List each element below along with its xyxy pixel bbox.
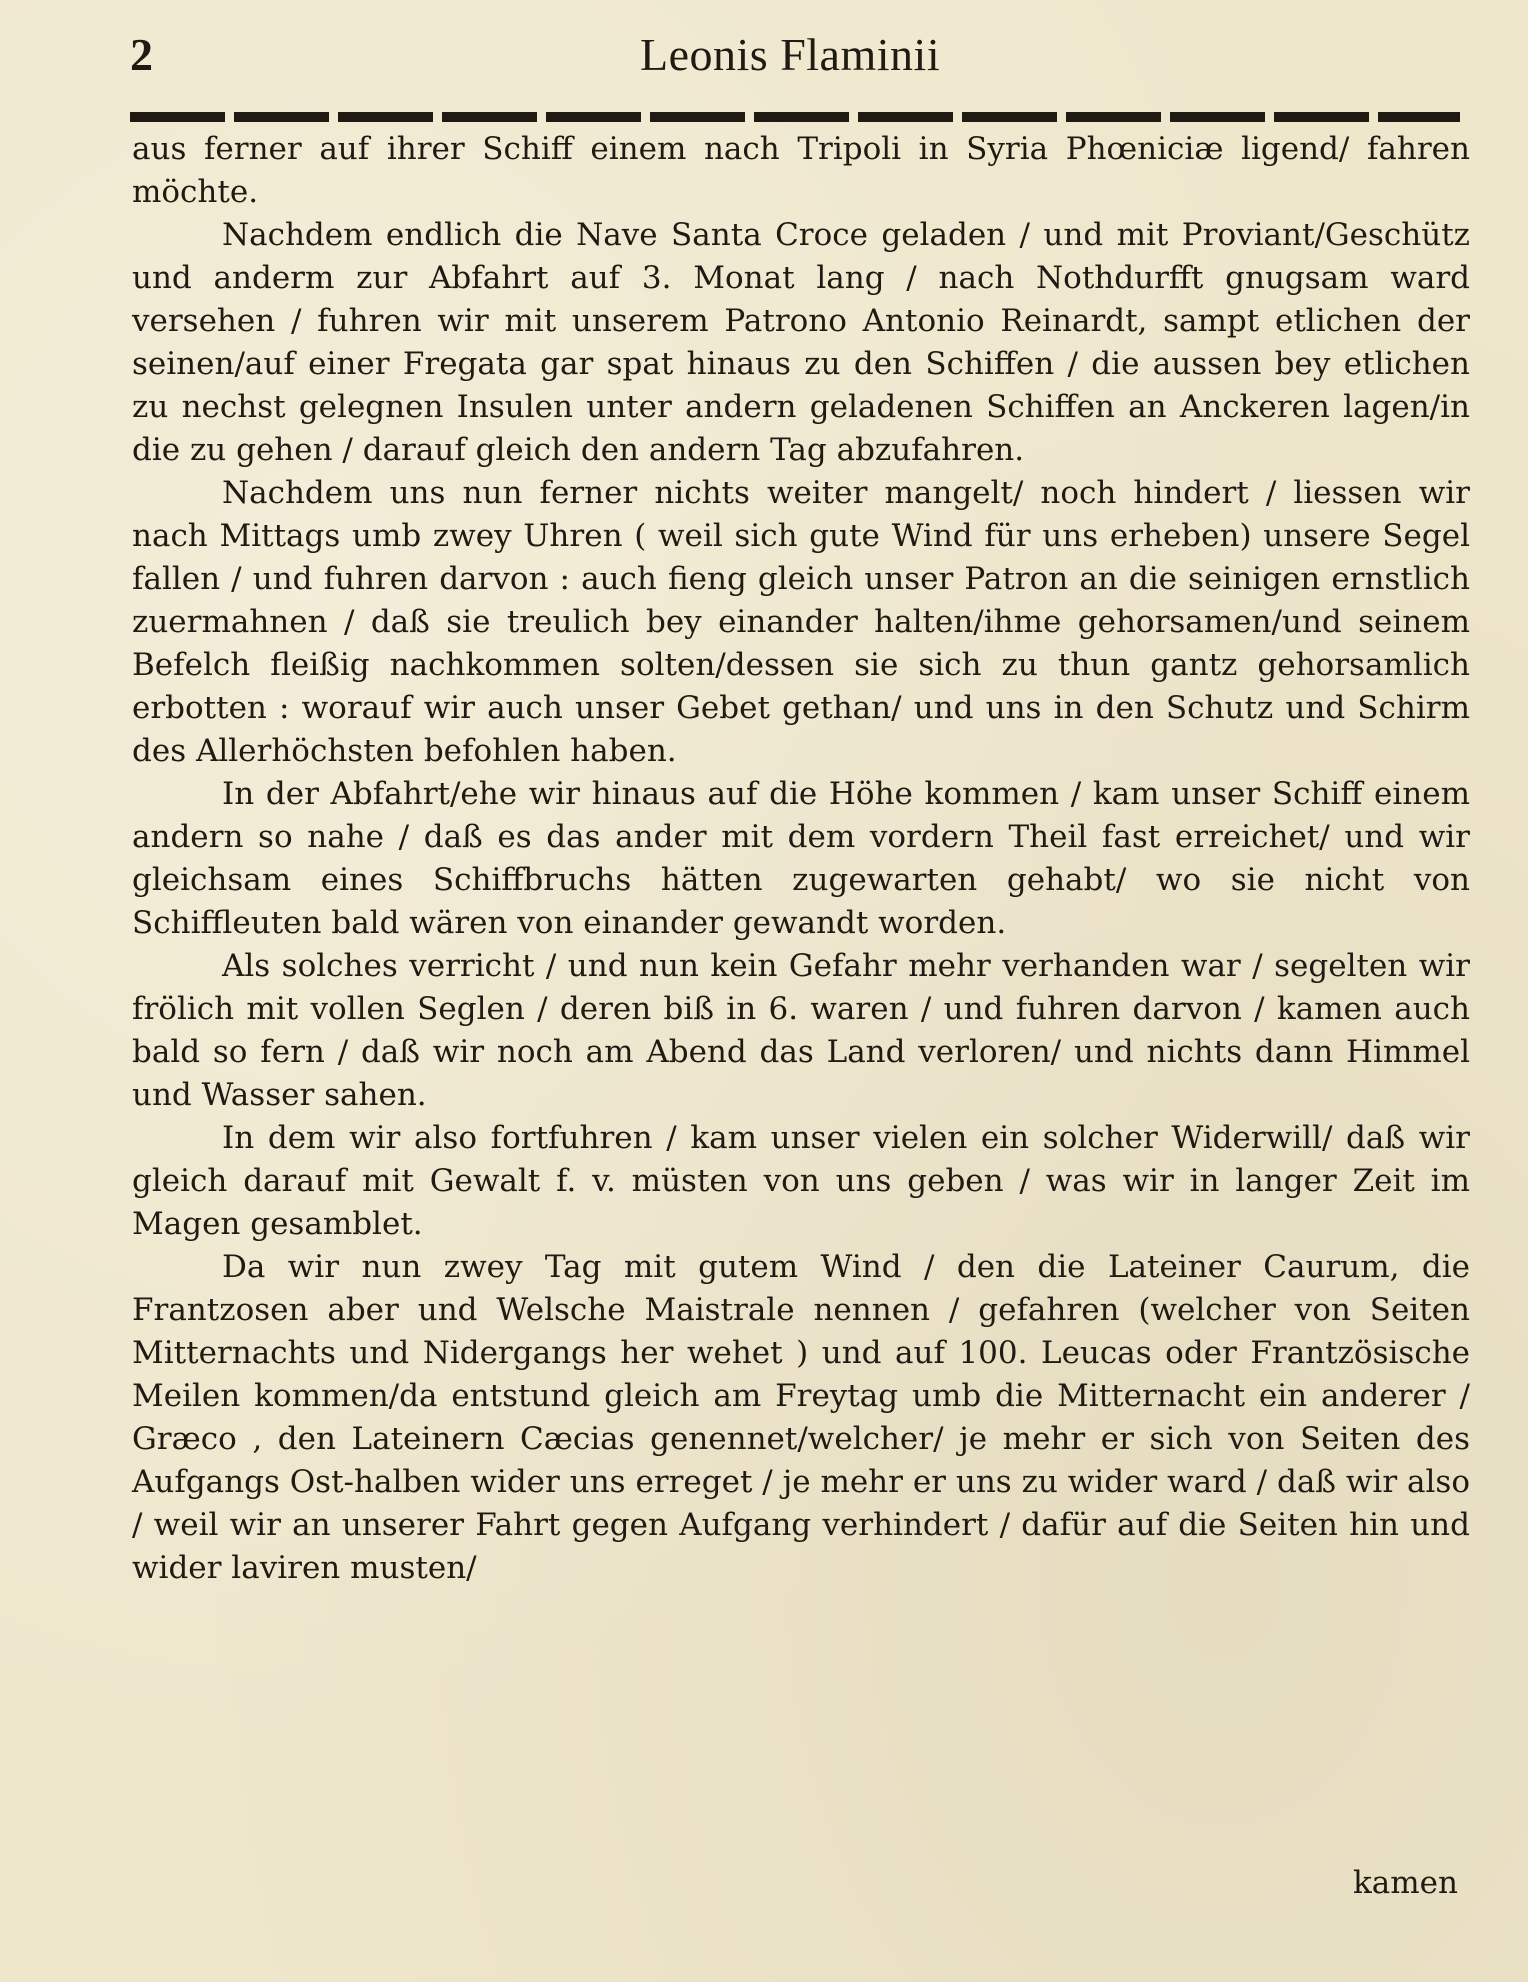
page-header [130, 28, 1460, 88]
paragraph: Nachdem uns nun ferner nichts weiter mangelt/ noch hindert / liessen wir nach Mittags umb zwey Uhren ( weil sich gute Wind für uns erheben) unsere Segel fallen / und fuhren darvon : auch fieng gleich unser Patron an die seinigen ernstlich zuermahnen / daß sie treulich bey einander halten/ihme gehorsamen/und seinem Befelch fleißig nachkommen solten/dessen sie sich zu thun gantz gehorsamlich erbotten : worauf wir auch unser Gebet gethan/ und uns in den Schutz und Schirm des Allerhöchsten befohlen haben. [132, 475, 1470, 769]
paragraph: aus ferner auf ihrer Schiff einem nach Tripoli in Syria Phœniciæ ligend/ fahren möchte. [132, 131, 1470, 210]
header-rule [130, 112, 1460, 122]
paragraph: Als solches verricht / und nun kein Gefahr mehr verhanden war / segelten wir frölich mit vollen Seglen / deren biß in 6. waren / und fuhren darvon / kamen auch bald so fern / daß wir noch am Abend das Land verloren/ und nichts dann Himmel und Wasser sahen. [132, 948, 1470, 1113]
page-number: 2 [130, 29, 153, 80]
paragraph: Da wir nun zwey Tag mit gutem Wind / den die Lateiner Caurum, die Frantzosen aber und Welsche Maistrale nennen / gefahren (welcher von Seiten Mitternachts und Nidergangs her wehet ) und auf 100. Leucas oder Frantzösische Meilen kommen/da entstund gleich am Freytag umb die Mitternacht ein anderer / Græco , den Lateinern Cæcias genennet/welcher/ je mehr er sich von Seiten des Aufgangs Ost-halben wider uns erreget / je mehr er uns zu wider ward / daß wir also / weil wir an unserer Fahrt gegen Aufgang verhindert / dafür auf die Seiten hin und wider laviren musten/ [132, 1249, 1470, 1586]
running-title: Leonis Flaminii [640, 29, 941, 80]
body-text [132, 128, 1470, 1908]
paragraph: Nachdem endlich die Nave Santa Croce geladen / und mit Proviant/Geschütz und anderm zur Abfahrt auf 3. Monat lang / nach Nothdurfft gnugsam ward versehen / fuhren wir mit unserem Patrono Antonio Reinardt, sampt etlichen der seinen/auf einer Fregata gar spat hinaus zu den Schiffen / die aussen bey etlichen zu nechst gelegnen Insulen unter andern geladenen Schiffen an Anckeren lagen/in die zu gehen / darauf gleich den andern Tag abzufahren. [132, 217, 1470, 468]
catchword: kamen [1353, 1865, 1458, 1901]
paragraph: In der Abfahrt/ehe wir hinaus auf die Höhe kommen / kam unser Schiff einem andern so nahe / daß es das ander mit dem vordern Theil fast erreichet/ und wir gleichsam eines Schiffbruchs hätten zugewarten gehabt/ wo sie nicht von Schiffleuten bald wären von einander gewandt worden. [132, 776, 1470, 941]
paragraph: In dem wir also fortfuhren / kam unser vielen ein solcher Widerwill/ daß wir gleich darauf mit Gewalt f. v. müsten von uns geben / was wir in langer Zeit im Magen gesamblet. [132, 1120, 1470, 1242]
